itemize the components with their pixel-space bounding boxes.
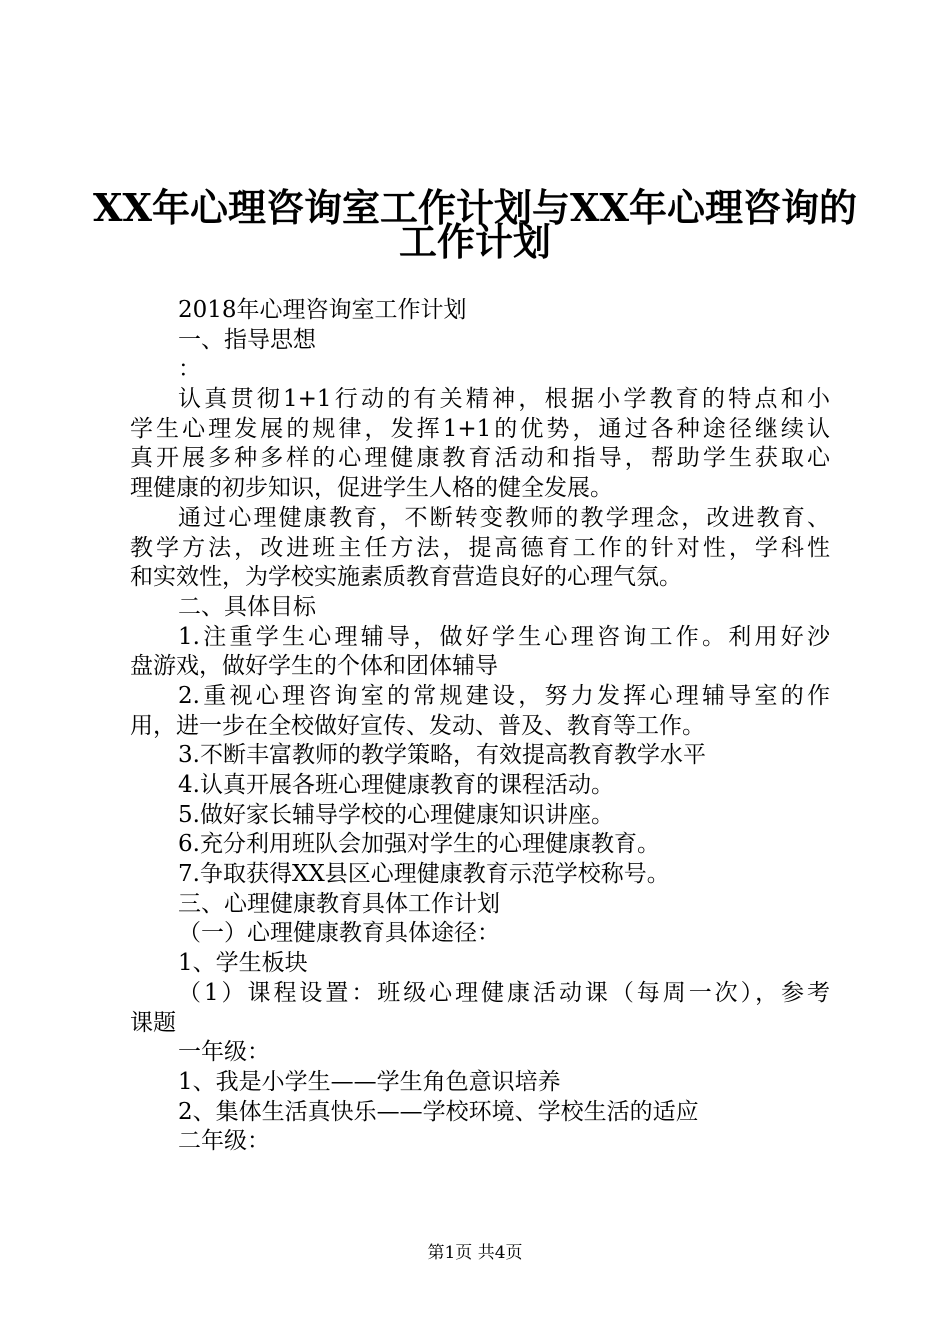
paragraph-line: 通过心理健康教育，不断转变教师的教学理念，改进教育、 — [178, 504, 830, 531]
grade-heading: 二年级： — [178, 1128, 270, 1155]
paragraph-line: 教学方法，改进班主任方法，提高德育工作的针对性，学科性 — [130, 534, 830, 561]
list-item: 4.认真开展各班心理健康教育的课程活动。 — [178, 772, 614, 798]
list-item: 3.不断丰富教师的教学策略，有效提高教育教学水平 — [178, 742, 706, 769]
page-footer: 第1页 共4页 — [427, 1243, 523, 1263]
section-heading: 二、具体目标 — [178, 593, 316, 620]
paragraph-line: 真开展多种多样的心理健康教育活动和指导，帮助学生获取心 — [130, 445, 830, 472]
paragraph-line: 学生心理发展的规律，发挥1+1的优势，通过各种途径继续认 — [130, 415, 830, 442]
list-item: 2、集体生活真快乐——学校环境、学校生活的适应 — [178, 1098, 699, 1125]
paragraph-line: 认真贯彻1+1行动的有关精神，根据小学教育的特点和小 — [178, 386, 830, 413]
list-item: 5.做好家长辅导学校的心理健康知识讲座。 — [178, 801, 614, 828]
list-item: 6.充分利用班队会加强对学生的心理健康教育。 — [178, 831, 660, 858]
paragraph-line: （1）课程设置：班级心理健康活动课（每周一次），参考 — [178, 979, 830, 1006]
body-line: ： — [178, 356, 201, 383]
list-item-line: 1.注重学生心理辅导，做好学生心理咨询工作。利用好沙 — [178, 623, 830, 650]
document-title-line-1: XX年心理咨询室工作计划与XX年心理咨询的 — [93, 185, 857, 230]
list-item-line: 用，进一步在全校做好宣传、发动、普及、教育等工作。 — [130, 712, 705, 739]
section-heading: 三、心理健康教育具体工作计划 — [178, 890, 500, 917]
list-item: 1、我是小学生——学生角色意识培养 — [178, 1068, 561, 1095]
document-body — [130, 296, 830, 1157]
list-item-line: 盘游戏，做好学生的个体和团体辅导 — [130, 653, 498, 680]
paragraph-line: 和实效性，为学校实施素质教育营造良好的心理气氛。 — [130, 564, 682, 591]
subsection-heading: 1、学生板块 — [178, 950, 308, 977]
paragraph-line: 课题 — [130, 1009, 176, 1036]
grade-heading: 一年级： — [178, 1039, 270, 1066]
list-item-line: 2.重视心理咨询室的常规建设，努力发挥心理辅导室的作 — [178, 682, 830, 709]
subsection-heading: （一）心理健康教育具体途径： — [178, 920, 500, 947]
document-title-line-2: 工作计划 — [398, 219, 551, 264]
section-heading: 一、指导思想 — [178, 326, 316, 353]
body-line: 2018年心理咨询室工作计划 — [178, 297, 467, 323]
paragraph-line: 理健康的初步知识，促进学生人格的健全发展。 — [130, 475, 613, 502]
list-item: 7.争取获得XX县区心理健康教育示范学校称号。 — [178, 861, 670, 888]
